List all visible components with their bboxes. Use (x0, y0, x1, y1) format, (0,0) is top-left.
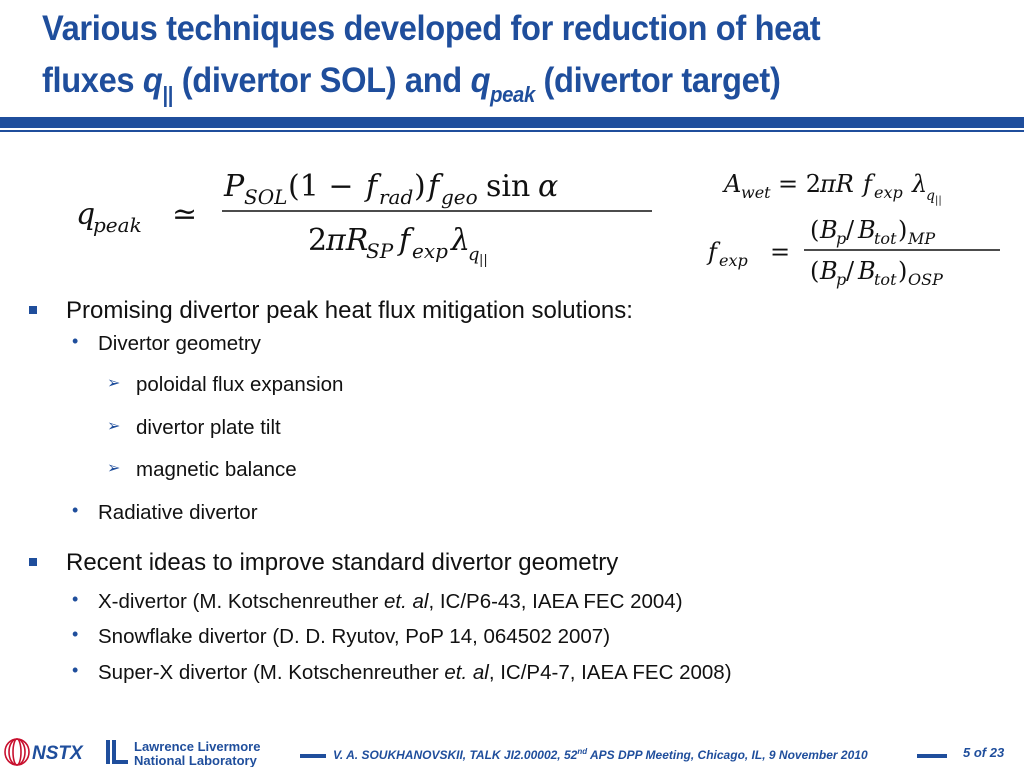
svg-text:πR: πR (326, 223, 369, 258)
svg-text:geo: geo (441, 185, 478, 209)
svg-text:): ) (414, 169, 426, 204)
footer-text-b: APS DPP Meeting, Chicago, IL, 9 November 2010 (587, 748, 868, 762)
bullet-text: Divertor geometry (98, 332, 261, 355)
footer-rule-right (917, 754, 947, 758)
svg-text:λ: λ (912, 170, 928, 198)
svg-text:= 2: = 2 (778, 170, 822, 198)
bullet-text: Promising divertor peak heat flux mitigation solutions: (66, 297, 633, 324)
svg-text:(: ( (810, 216, 820, 244)
svg-text:/: / (846, 216, 855, 244)
q-symbol: q (142, 60, 163, 100)
svg-text:MP: MP (908, 229, 936, 248)
svg-text:B: B (820, 216, 838, 244)
parallel-subscript: || (162, 82, 174, 107)
svg-text:q: q (926, 188, 935, 204)
svg-text:||: || (479, 253, 488, 268)
square-bullet-icon (29, 306, 37, 314)
svg-text:peak: peak (93, 213, 142, 237)
bullet-text: Recent ideas to improve standard divertor geometry (66, 549, 619, 576)
bullet-text: Radiative divertor (98, 501, 258, 524)
dot-bullet-icon: • (72, 331, 79, 351)
svg-text:tot: tot (874, 270, 897, 289)
svg-text:(: ( (810, 257, 820, 285)
title-text: fluxes (42, 60, 143, 100)
svg-text:SP: SP (366, 239, 394, 263)
dot-bullet-icon: • (72, 500, 79, 520)
dot-bullet-icon: • (72, 660, 79, 680)
svg-text:f: f (399, 223, 411, 258)
svg-text:A: A (724, 170, 742, 198)
svg-text:p: p (836, 270, 847, 289)
arrow-bullet-icon: ➢ (107, 460, 121, 477)
nstx-logo (2, 737, 104, 767)
svg-text:α: α (538, 169, 559, 204)
svg-text:P: P (224, 169, 245, 204)
arrow-bullet-icon: ➢ (107, 375, 121, 392)
bullet-text: magnetic balance (136, 458, 297, 481)
bullet-text: poloidal flux expansion (136, 373, 344, 396)
footer-citation (333, 747, 868, 762)
nstx-logo-text: NSTX (32, 743, 83, 764)
svg-text:B: B (858, 216, 876, 244)
citation-text: X-divertor (M. Kotschenreuther (98, 590, 384, 613)
awet-fexp-formulas (700, 162, 1020, 292)
footer-rule-left (300, 754, 326, 758)
svg-text:πR: πR (820, 170, 854, 198)
bullet-text (98, 590, 683, 614)
title-line-2 (42, 54, 939, 106)
footer-text-a: V. A. SOUKHANOVSKII, TALK JI2.00002, 52 (333, 748, 578, 762)
citation-text: , IC/P6-43, IAEA FEC 2004) (428, 590, 683, 613)
svg-text:q: q (76, 197, 96, 232)
bullet-text (98, 661, 732, 685)
svg-text:=: = (770, 238, 791, 266)
svg-text:OSP: OSP (908, 270, 943, 289)
svg-text:sin: sin (486, 169, 531, 204)
svg-text:SOL: SOL (244, 185, 288, 209)
bullet-text: Snowflake divertor (D. D. Ryutov, PoP 14, 064502 2007) (98, 625, 611, 648)
svg-text:f: f (366, 169, 378, 204)
footer-superscript: nd (577, 747, 588, 756)
title-divider (0, 117, 1024, 128)
svg-text:B: B (858, 257, 876, 285)
svg-text:rad: rad (379, 185, 414, 209)
title-text: (divertor target) (534, 60, 781, 100)
citation-text: , IC/P4-7, IAEA FEC 2008) (488, 661, 732, 684)
svg-text:f: f (428, 169, 440, 204)
svg-text:): ) (898, 257, 908, 285)
svg-text:f: f (708, 238, 717, 266)
q-symbol: q (470, 60, 491, 100)
et-al-text: et. al (444, 661, 489, 684)
slide-title (42, 2, 939, 106)
svg-text:exp: exp (874, 183, 903, 202)
dot-bullet-icon: • (72, 624, 79, 644)
svg-text:≃: ≃ (172, 197, 198, 232)
svg-text:λ: λ (451, 223, 471, 258)
qpeak-formula (76, 158, 676, 273)
bullet-text: divertor plate tilt (136, 416, 281, 439)
svg-text:p: p (836, 229, 847, 248)
title-text: (divertor SOL) and (173, 60, 471, 100)
title-line-1: Various techniques developed for reduction of heat (42, 8, 821, 48)
svg-text:2: 2 (308, 223, 328, 258)
arrow-bullet-icon: ➢ (107, 418, 121, 435)
et-al-text: et. al (383, 590, 429, 613)
svg-text:q: q (468, 244, 480, 265)
square-bullet-icon (29, 558, 37, 566)
svg-text:B: B (820, 257, 838, 285)
title-divider-thin (0, 130, 1024, 132)
svg-text:||: || (935, 195, 942, 206)
svg-text:/: / (846, 257, 855, 285)
svg-text:): ) (898, 216, 908, 244)
svg-text:wet: wet (741, 183, 771, 202)
svg-text:tot: tot (874, 229, 897, 248)
svg-text:(1 −: (1 − (288, 169, 354, 204)
llnl-logo (106, 737, 296, 767)
llnl-logo-line-1: Lawrence Livermore (134, 739, 261, 754)
peak-subscript: peak (490, 82, 535, 107)
svg-text:exp: exp (719, 251, 748, 270)
llnl-logo-line-2: National Laboratory (134, 753, 257, 767)
page-number: 5 of 23 (963, 745, 1005, 760)
dot-bullet-icon: • (72, 589, 79, 609)
svg-text:exp: exp (412, 239, 448, 263)
svg-text:f: f (863, 170, 872, 198)
citation-text: Super-X divertor (M. Kotschenreuther (98, 661, 445, 684)
